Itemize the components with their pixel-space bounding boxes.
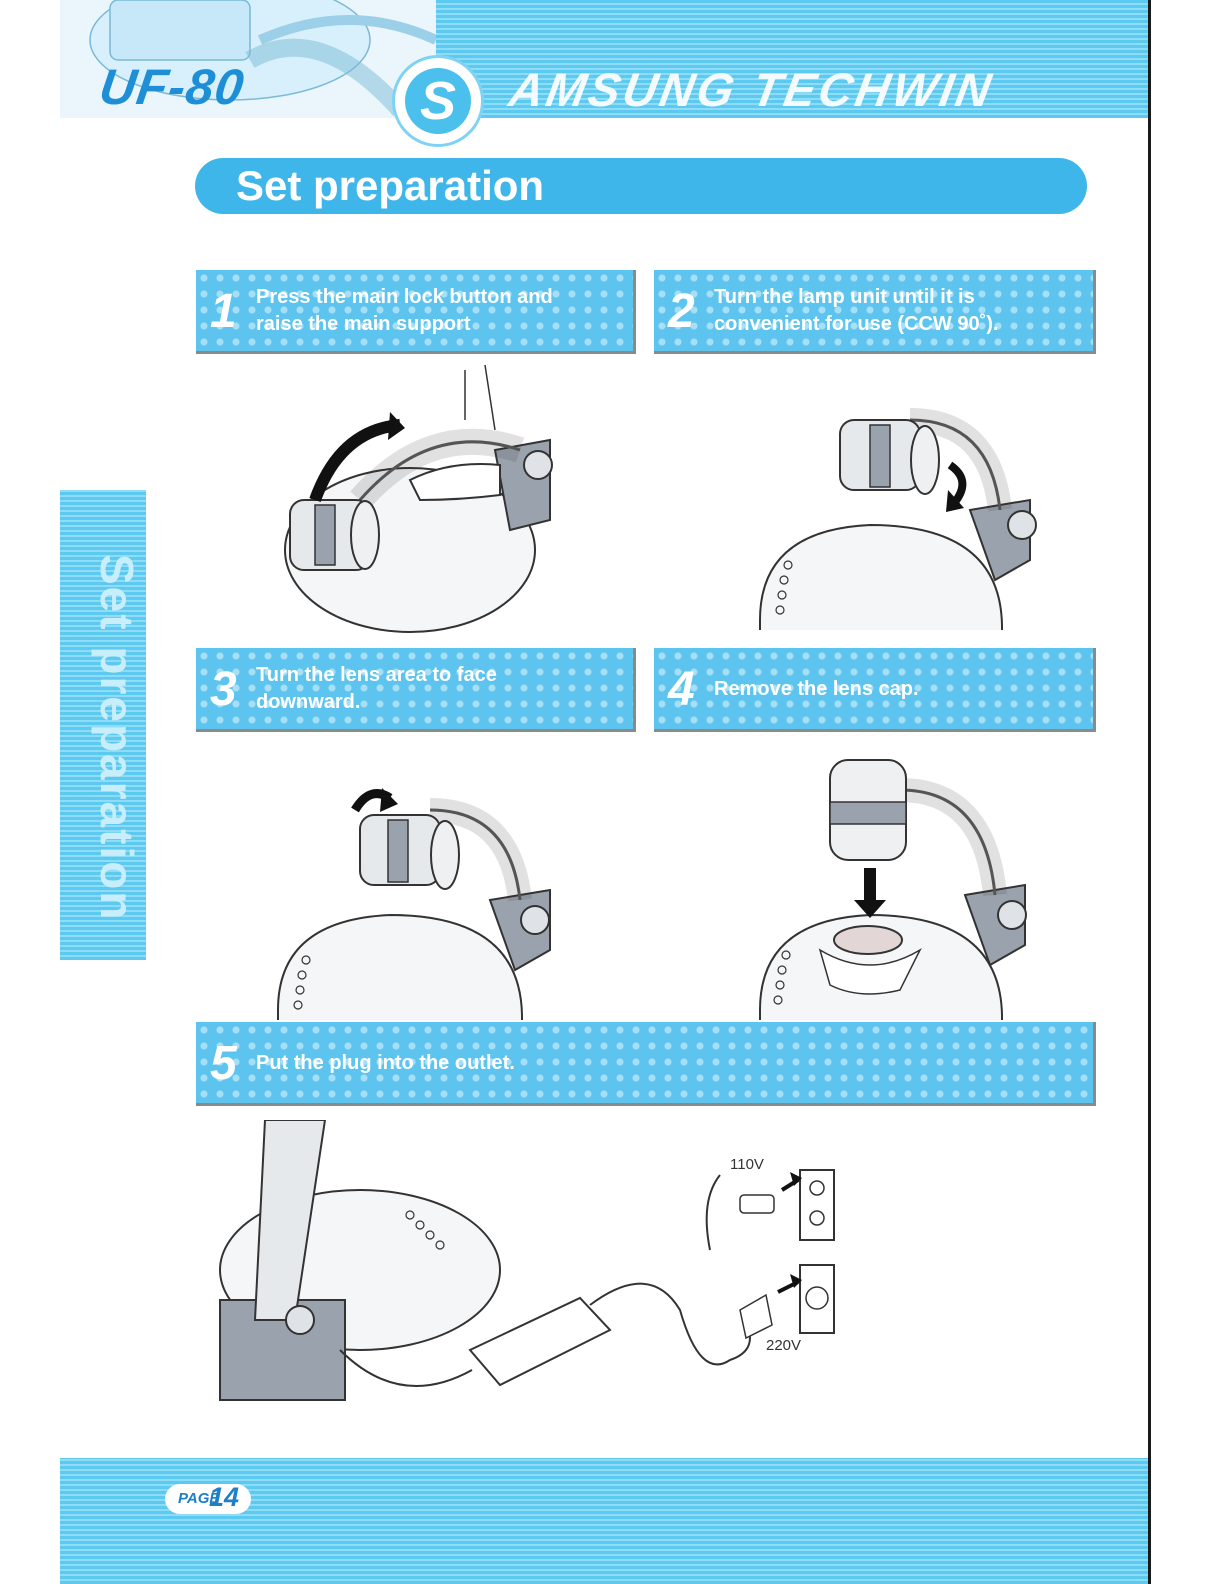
step-text: Turn the lamp unit until it is convenient for use (CCW 90˚).	[714, 286, 999, 335]
step-5-banner	[196, 1022, 1096, 1106]
page-title: Set preparation	[236, 162, 545, 209]
step-number: 3	[210, 663, 237, 716]
step-number: 4	[668, 663, 695, 716]
step-number: 2	[668, 285, 695, 338]
step-4-banner	[654, 648, 1096, 732]
step-1-banner	[196, 270, 636, 354]
step-text: Put the plug into the outlet.	[256, 1052, 515, 1074]
step-3-banner	[196, 648, 636, 732]
step-text: Turn the lens area to face downward.	[256, 664, 497, 713]
step-2-banner	[654, 270, 1096, 354]
voltage-label-220: 220V	[766, 1337, 802, 1354]
outlet-110v	[740, 1170, 834, 1240]
outlet-drawings	[720, 1150, 850, 1350]
side-tab-label: Set preparation	[91, 554, 143, 922]
page-edge-line	[1148, 0, 1151, 1584]
brand-name: AMSUNG TECHWIN	[505, 63, 998, 116]
step-text: Remove the lens cap.	[714, 678, 919, 700]
brand-initial: S	[405, 68, 471, 134]
illustration-turn-lamp	[750, 380, 1040, 630]
step-number: 1	[210, 285, 237, 338]
voltage-label-110: 110V	[730, 1156, 764, 1173]
brand-logo-circle	[392, 55, 484, 147]
illustration-raise-support	[260, 360, 560, 640]
step-number: 5	[210, 1037, 237, 1090]
model-name: UF-80	[96, 59, 248, 115]
outlet-220v	[740, 1265, 834, 1338]
page-label: PAGE	[178, 1490, 220, 1507]
illustration-lens-down	[270, 770, 560, 1020]
page-number: 14	[209, 1482, 240, 1512]
step-text: Press the main lock button and raise the main support	[256, 286, 553, 335]
side-tab-label-wrap	[60, 490, 146, 960]
illustration-remove-cap	[750, 750, 1040, 1020]
footer-band	[60, 1458, 1148, 1584]
